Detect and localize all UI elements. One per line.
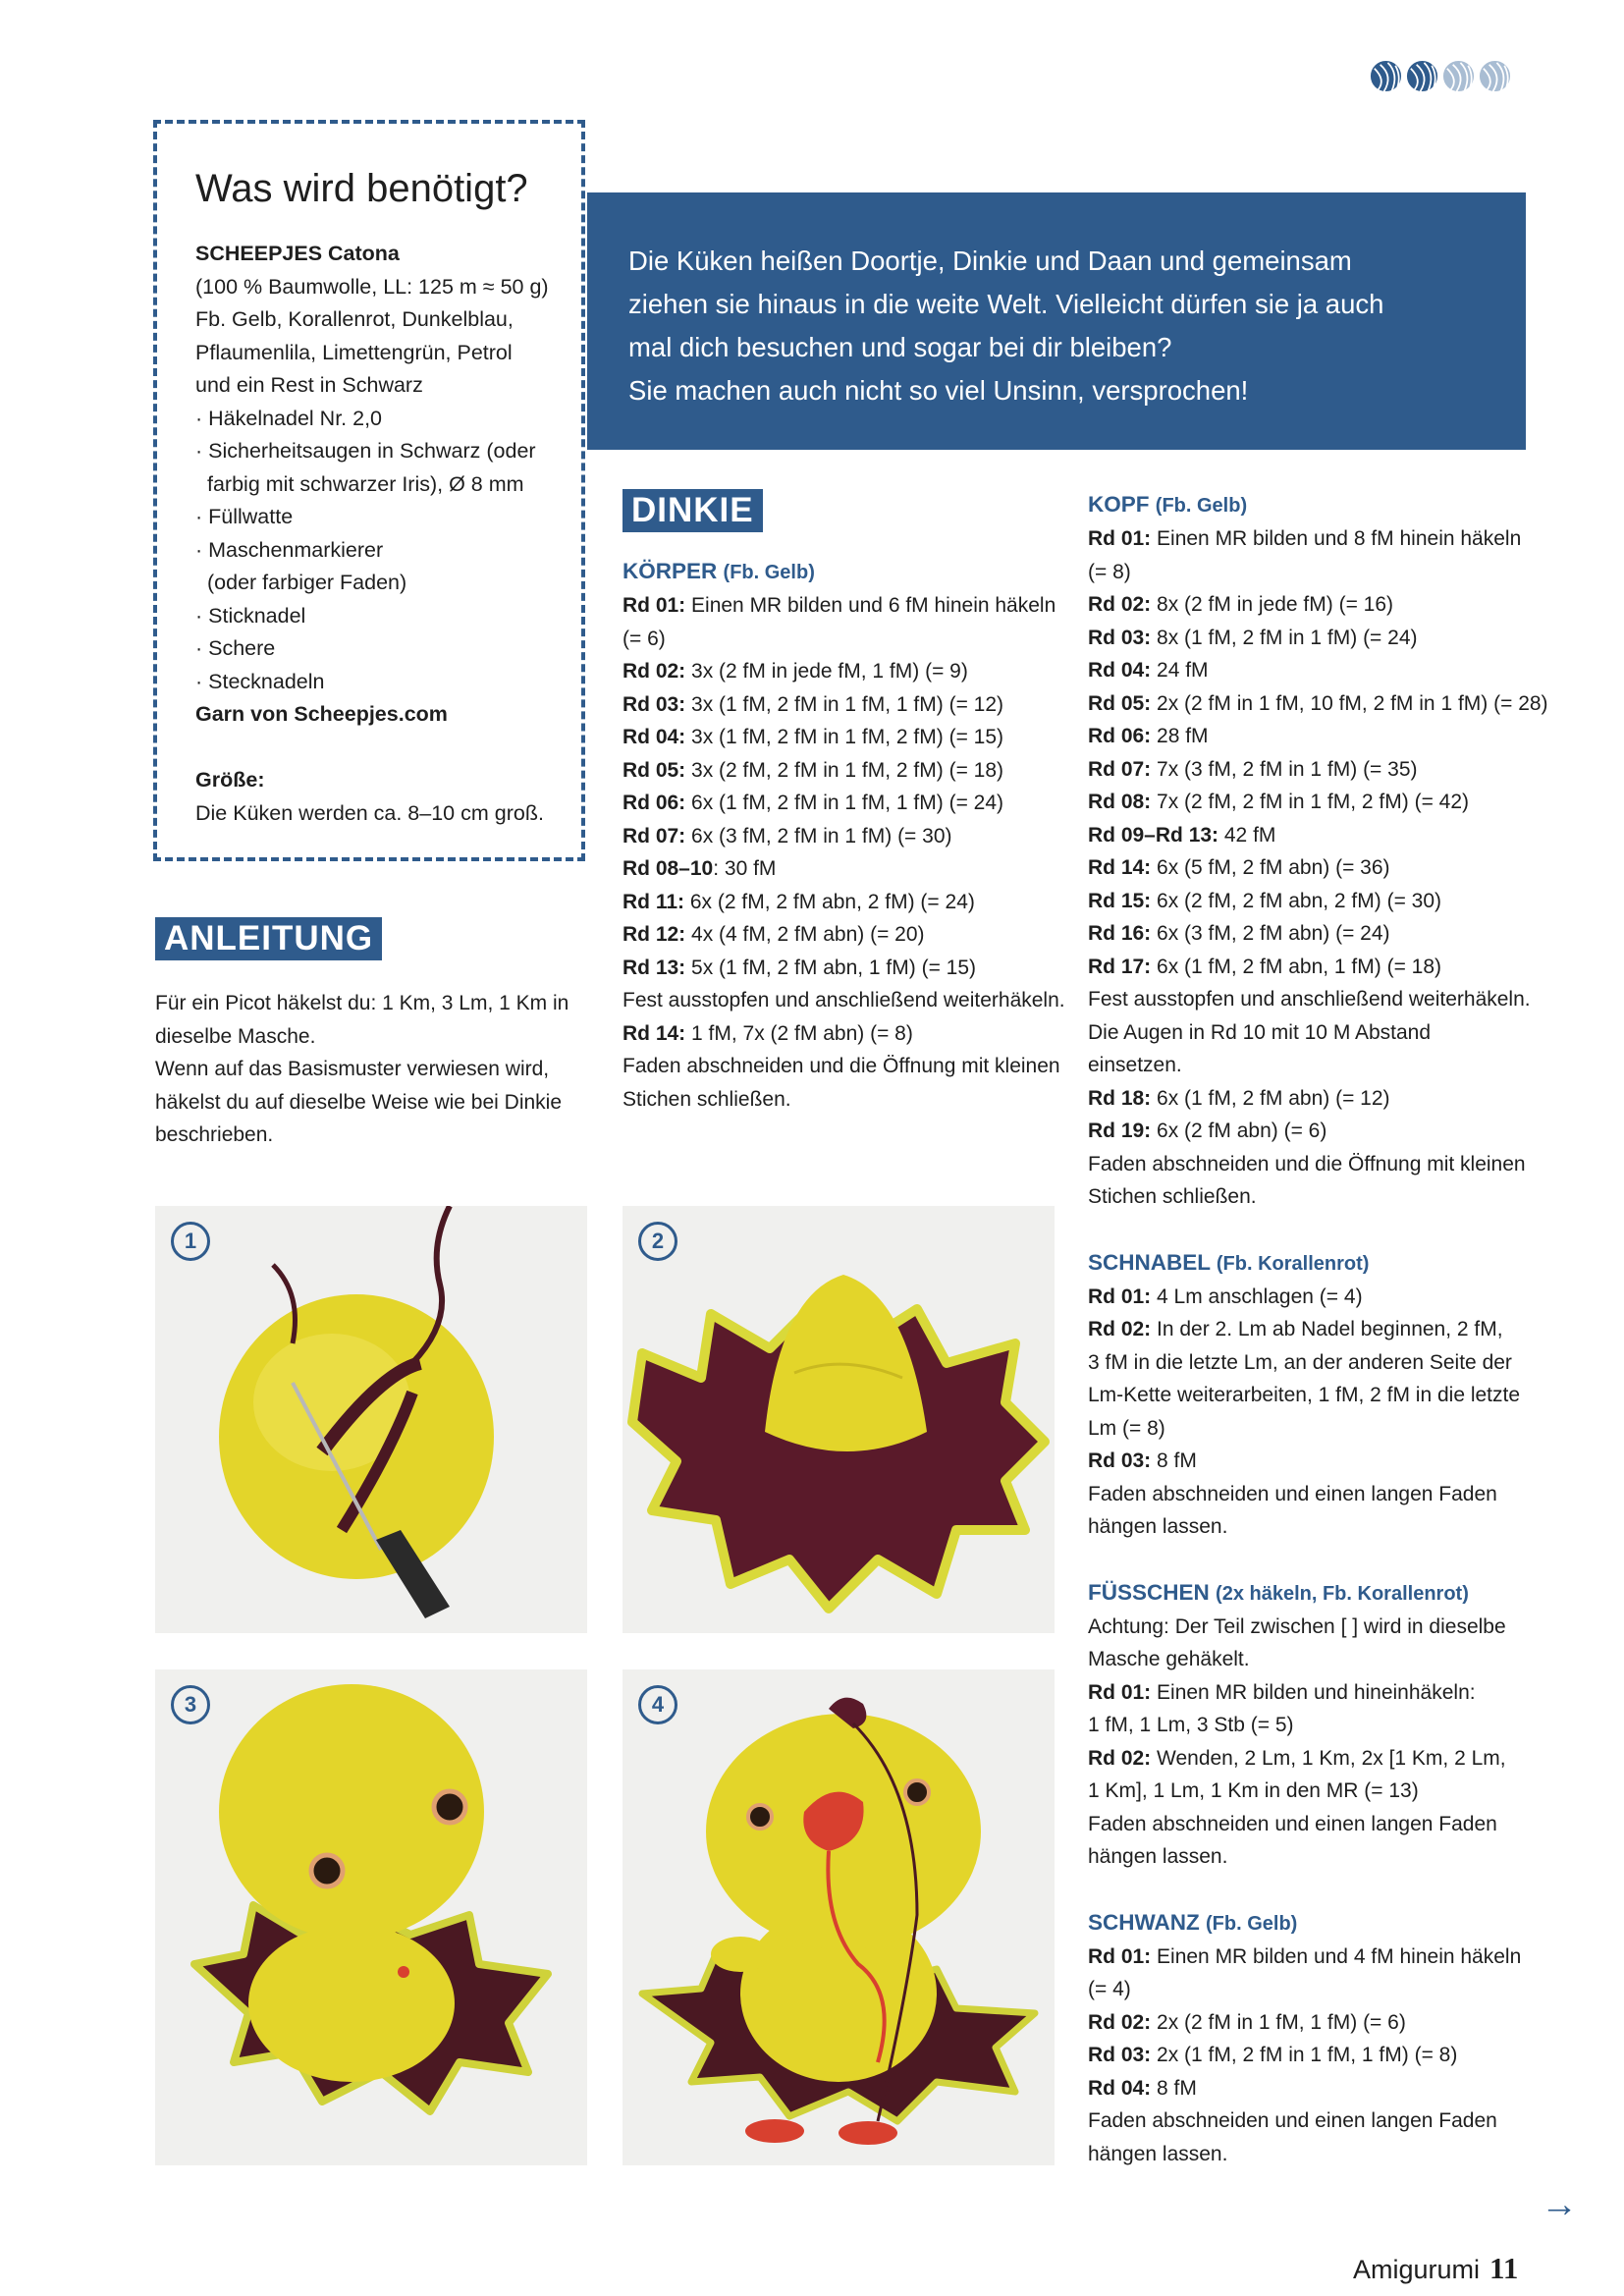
materials-line: (100 % Baumwolle, LL: 125 m ≈ 50 g) [195, 274, 549, 299]
instruction-row [1088, 1115, 1526, 1148]
row-text: In der 2. Lm ab Nadel beginnen, 2 fM, [1151, 1318, 1503, 1340]
row-label: Rd 19: [1088, 1120, 1152, 1142]
row-label: Rd 01: [1088, 1285, 1152, 1308]
instruction-row [1088, 1379, 1526, 1412]
instruction-row [1088, 1445, 1526, 1478]
page-footer [1353, 2251, 1518, 2286]
row-text: 4x (4 fM, 2 fM abn) (= 20) [685, 923, 925, 946]
row-label: Rd 08: [1088, 791, 1152, 813]
row-label: Rd 09–Rd 13: [1088, 823, 1219, 847]
intro-line: mal dich besuchen und sogar bei dir bleiben? [628, 332, 1172, 362]
intro-line: ziehen sie hinaus in die weite Welt. Vielleicht dürfen sie ja auch [628, 289, 1384, 319]
anleitung-line: dieselbe Masche. [155, 1024, 316, 1048]
fuesschen-color: (2x häkeln, Fb. Korallenrot) [1216, 1582, 1469, 1605]
photo-step-3 [155, 1669, 587, 2165]
instruction-row [1088, 1412, 1526, 1446]
row-text: 8x (1 fM, 2 fM in 1 fM) (= 24) [1151, 626, 1418, 649]
koerper-heading [623, 555, 1074, 589]
instruction-row [623, 721, 1074, 754]
row-text: 5x (1 fM, 2 fM abn, 1 fM) (= 15) [685, 956, 977, 979]
instruction-row [1088, 2006, 1526, 2040]
instruction-row [1088, 556, 1526, 589]
instruction-row [1088, 2072, 1526, 2105]
row-label: Rd 01: [1088, 1944, 1152, 1968]
instruction-row [1088, 917, 1526, 951]
row-text: Einen MR bilden und hineinhäkeln: [1151, 1680, 1476, 1704]
instruction-row [1088, 522, 1526, 556]
instruction-row [1088, 1313, 1526, 1346]
row-text: 3x (1 fM, 2 fM in 1 fM, 1 fM) (= 12) [685, 692, 1004, 716]
photo-step-2-illustration [623, 1206, 1055, 1633]
row-label: Rd 02: [1088, 1318, 1152, 1340]
materials-line: Fb. Gelb, Korallenrot, Dunkelblau, [195, 307, 514, 331]
tool-item: · Sicherheitsaugen in Schwarz (oder [195, 439, 536, 463]
yarn-ball-icon [1441, 59, 1476, 93]
row-text: 7x (2 fM, 2 fM in 1 fM, 2 fM) (= 42) [1151, 791, 1470, 813]
row-text: 3x (2 fM, 2 fM in 1 fM, 2 fM) (= 18) [685, 758, 1004, 782]
tool-item: farbig mit schwarzer Iris), Ø 8 mm [207, 471, 524, 496]
row-label: Rd 17: [1088, 955, 1152, 978]
row-label: Rd 06: [1088, 725, 1152, 747]
photo-step-3-illustration [155, 1669, 587, 2165]
tool-item: · Füllwatte [195, 505, 294, 528]
row-label: Rd 07: [623, 824, 686, 847]
row-text: 8 fM [1151, 1449, 1197, 1472]
photo-step-2 [623, 1206, 1055, 1633]
anleitung-heading: ANLEITUNG [155, 917, 382, 960]
row-text: Faden abschneiden und die Öffnung mit kleinen [1088, 1152, 1526, 1175]
row-text: 4 Lm anschlagen (= 4) [1151, 1285, 1363, 1308]
row-text: (= 4) [1088, 1978, 1131, 2000]
instruction-row [1088, 1281, 1526, 1314]
instruction-row [623, 852, 1074, 886]
instruction-row [1088, 951, 1526, 984]
anleitung-line: häkelst du auf dieselbe Weise wie bei Dinkie [155, 1090, 563, 1114]
row-label: Rd 02: [1088, 1746, 1152, 1770]
intro-line: Sie machen auch nicht so viel Unsinn, versprochen! [628, 375, 1249, 406]
instruction-row [623, 623, 1074, 656]
row-label: Rd 16: [1088, 922, 1152, 945]
schwanz-rows [1088, 1941, 1526, 2171]
row-label: Rd 02: [1088, 593, 1152, 616]
step-number-4: 4 [638, 1685, 677, 1724]
row-text: Fest ausstopfen und anschließend weiterhäkeln. [623, 989, 1065, 1011]
schnabel-heading [1088, 1246, 1526, 1281]
row-text: 1 fM, 7x (2 fM abn) (= 8) [685, 1021, 913, 1045]
row-text: 6x (2 fM, 2 fM abn, 2 fM) (= 30) [1151, 889, 1442, 912]
tool-item: · Stecknadeln [195, 669, 325, 693]
row-label: Rd 01: [623, 594, 686, 617]
tool-item: · Maschenmarkierer [195, 537, 384, 562]
instruction-row [623, 589, 1074, 623]
instruction-row [1088, 1016, 1526, 1050]
row-text: Masche gehäkelt. [1088, 1648, 1250, 1670]
instruction-row [1088, 1643, 1526, 1676]
right-column [1088, 488, 1548, 2170]
instruction-row [1088, 1941, 1526, 1974]
row-text: 3x (1 fM, 2 fM in 1 fM, 2 fM) (= 15) [685, 726, 1004, 748]
schwanz-title: SCHWANZ [1088, 1909, 1200, 1935]
instruction-row [1088, 1148, 1526, 1181]
row-text: 3 fM in die letzte Lm, an der anderen Seite der [1088, 1350, 1512, 1374]
instruction-row [623, 754, 1074, 788]
materials-line: Pflaumenlila, Limettengrün, Petrol [195, 340, 513, 364]
row-label: Rd 01: [1088, 527, 1152, 550]
koerper-title: KÖRPER [623, 559, 718, 583]
row-text: Die Augen in Rd 10 mit 10 M Abstand [1088, 1020, 1432, 1044]
photo-step-1-illustration [155, 1206, 587, 1633]
step-number-3: 3 [171, 1685, 210, 1724]
instruction-row [1088, 753, 1526, 787]
instruction-row [1088, 851, 1526, 885]
schnabel-rows [1088, 1281, 1526, 1544]
materials-line: und ein Rest in Schwarz [195, 373, 423, 397]
instruction-row [1088, 1742, 1526, 1776]
row-text: 42 fM [1218, 823, 1276, 847]
row-label: Rd 02: [1088, 2010, 1152, 2034]
instruction-row [623, 1083, 1074, 1117]
yarn-ball-icon [1369, 59, 1403, 93]
anleitung-text [155, 987, 587, 1152]
anleitung-line: beschrieben. [155, 1123, 274, 1146]
schnabel-section [1088, 1246, 1526, 1544]
yarn-source: Garn von Scheepjes.com [195, 702, 448, 726]
row-text: 2x (2 fM in 1 fM, 10 fM, 2 fM in 1 fM) (= 28) [1151, 691, 1548, 715]
step-number-2: 2 [638, 1222, 677, 1261]
row-label: Rd 03: [1088, 1449, 1152, 1472]
yarn-name: SCHEEPJES Catona [195, 242, 400, 265]
step-number-1: 1 [171, 1222, 210, 1261]
instruction-row [623, 1050, 1074, 1083]
instruction-row [1088, 1611, 1526, 1644]
instruction-row [623, 918, 1074, 952]
kopf-title: KOPF [1088, 492, 1150, 517]
instruction-row [1088, 1973, 1526, 2006]
fuesschen-section [1088, 1576, 1526, 1874]
row-label: Rd 18: [1088, 1086, 1152, 1110]
instruction-row [1088, 983, 1531, 1016]
anleitung-line: Für ein Picot häkelst du: 1 Km, 3 Lm, 1 Km in [155, 992, 569, 1014]
row-label: Rd 02: [623, 660, 686, 683]
row-text: hängen lassen. [1088, 2142, 1228, 2165]
page-number: 11 [1489, 2251, 1519, 2285]
row-text: Stichen schließen. [623, 1087, 791, 1111]
row-text: hängen lassen. [1088, 1845, 1228, 1868]
instruction-row [1088, 687, 1548, 721]
instruction-row [623, 655, 1074, 688]
fuesschen-title: FÜSSCHEN [1088, 1579, 1210, 1605]
row-text: 6x (2 fM, 2 fM abn, 2 fM) (= 24) [684, 890, 975, 913]
photo-step-4 [623, 1669, 1055, 2165]
instruction-row [1088, 1510, 1526, 1544]
magazine-title: Amigurumi [1353, 2255, 1481, 2284]
instruction-row [1088, 786, 1526, 819]
instruction-row [1088, 1082, 1526, 1116]
schwanz-section [1088, 1906, 1526, 2171]
row-text: Einen MR bilden und 6 fM hinein häkeln [685, 594, 1056, 617]
row-label: Rd 04: [1088, 2076, 1152, 2100]
instruction-row [1088, 1049, 1526, 1082]
intro-line: Die Küken heißen Doortje, Dinkie und Daan und gemeinsam [628, 246, 1352, 276]
row-text: : 30 fM [713, 857, 777, 880]
row-text: Einen MR bilden und 8 fM hinein häkeln [1151, 527, 1522, 550]
koerper-color: (Fb. Gelb) [723, 562, 815, 583]
row-label: Rd 03: [623, 692, 686, 716]
instruction-row [1088, 588, 1526, 622]
size-text: Die Küken werden ca. 8–10 cm groß. [195, 800, 544, 825]
row-label: Rd 14: [623, 1021, 686, 1045]
row-label: Rd 05: [1088, 691, 1152, 715]
row-text: hängen lassen. [1088, 1515, 1228, 1538]
row-text: 28 fM [1151, 725, 1209, 747]
row-text: Wenden, 2 Lm, 1 Km, 2x [1 Km, 2 Lm, [1151, 1746, 1506, 1770]
instruction-row [1088, 622, 1526, 655]
row-text: 2x (2 fM in 1 fM, 1 fM) (= 6) [1151, 2010, 1406, 2034]
instruction-row [1088, 1676, 1526, 1710]
row-label: Rd 12: [623, 923, 686, 946]
fuesschen-rows [1088, 1611, 1526, 1874]
instruction-row [1088, 1840, 1526, 1874]
materials-title: Was wird benötigt? [195, 167, 528, 210]
instruction-row [1088, 720, 1526, 753]
yarn-ball-icon [1478, 59, 1512, 93]
row-text: Faden abschneiden und die Öffnung mit kleinen [623, 1055, 1060, 1077]
instruction-row [1088, 1709, 1526, 1742]
row-text: 8x (2 fM in jede fM) (= 16) [1151, 593, 1394, 616]
row-text: einsetzen. [1088, 1054, 1182, 1076]
intro-text [628, 240, 1512, 412]
schnabel-color: (Fb. Korallenrot) [1216, 1252, 1370, 1275]
row-label: Rd 03: [1088, 626, 1152, 649]
kopf-section [1088, 488, 1548, 1214]
photo-step-1 [155, 1206, 587, 1633]
row-label: Rd 11: [623, 890, 685, 913]
instruction-row [623, 820, 1074, 853]
row-text: Faden abschneiden und einen langen Faden [1088, 1812, 1497, 1835]
anleitung-line: Wenn auf das Basismuster verwiesen wird, [155, 1058, 550, 1080]
row-label: Rd 04: [1088, 659, 1152, 682]
instruction-row [1088, 2039, 1526, 2072]
row-text: 3x (2 fM in jede fM, 1 fM) (= 9) [685, 660, 968, 683]
row-text: Stichen schließen. [1088, 1185, 1257, 1208]
row-text: Faden abschneiden und einen langen Faden [1088, 1482, 1497, 1505]
materials-list [195, 238, 578, 830]
row-text: 6x (1 fM, 2 fM abn) (= 12) [1151, 1086, 1390, 1110]
tool-item: · Häkelnadel Nr. 2,0 [195, 406, 383, 430]
row-label: Rd 03: [1088, 2044, 1152, 2066]
instruction-row [623, 886, 1074, 919]
fuesschen-heading [1088, 1576, 1526, 1611]
instruction-row [623, 984, 1074, 1017]
row-label: Rd 06: [623, 792, 686, 814]
koerper-rows [623, 589, 1074, 1116]
row-label: Rd 04: [623, 726, 686, 748]
photo-step-4-illustration [623, 1669, 1055, 2165]
row-text: 6x (3 fM, 2 fM abn) (= 24) [1151, 922, 1390, 945]
row-text: 24 fM [1151, 659, 1209, 682]
instruction-row [623, 952, 1074, 985]
row-text: Achtung: Der Teil zwischen [ ] wird in dieselbe [1088, 1614, 1506, 1638]
instruction-row [1088, 1478, 1526, 1511]
instruction-row [1088, 1346, 1526, 1380]
kopf-color: (Fb. Gelb) [1155, 495, 1248, 517]
row-label: Rd 01: [1088, 1680, 1152, 1704]
size-label: Größe: [195, 768, 265, 792]
row-text: Lm-Kette weiterarbeiten, 1 fM, 2 fM in die letzte [1088, 1384, 1521, 1406]
row-label: Rd 08–10 [623, 857, 714, 880]
row-text: 6x (1 fM, 2 fM in 1 fM, 1 fM) (= 24) [685, 792, 1004, 814]
row-text: 2x (1 fM, 2 fM in 1 fM, 1 fM) (= 8) [1151, 2044, 1458, 2066]
row-text: 6x (1 fM, 2 fM abn, 1 fM) (= 18) [1151, 955, 1442, 978]
row-label: Rd 07: [1088, 757, 1152, 781]
instruction-row [1088, 885, 1526, 918]
schnabel-title: SCHNABEL [1088, 1249, 1211, 1275]
tool-item: · Sticknadel [195, 603, 306, 628]
row-label: Rd 13: [623, 956, 686, 979]
yarn-ball-icon [1405, 59, 1439, 93]
instruction-row [623, 688, 1074, 722]
row-text: 8 fM [1151, 2076, 1197, 2100]
instruction-row [1088, 1180, 1526, 1214]
instruction-row [1088, 2105, 1526, 2138]
row-text: (= 8) [1088, 560, 1131, 583]
row-text: 6x (3 fM, 2 fM in 1 fM) (= 30) [685, 824, 952, 847]
instruction-row [623, 1017, 1074, 1051]
instruction-row [1088, 1775, 1526, 1808]
row-text: 1 Km], 1 Lm, 1 Km in den MR (= 13) [1088, 1779, 1419, 1802]
tool-item: (oder farbiger Faden) [207, 571, 407, 594]
row-label: Rd 05: [623, 758, 686, 782]
row-text: Faden abschneiden und einen langen Faden [1088, 2109, 1497, 2132]
instruction-row [1088, 819, 1526, 852]
row-text: 6x (2 fM abn) (= 6) [1151, 1120, 1327, 1142]
schwanz-color: (Fb. Gelb) [1206, 1912, 1298, 1935]
row-text: 7x (3 fM, 2 fM in 1 fM) (= 35) [1151, 757, 1418, 781]
row-text: 6x (5 fM, 2 fM abn) (= 36) [1151, 856, 1390, 879]
row-text: Fest ausstopfen und anschließend weiterhäkeln. [1088, 988, 1531, 1011]
instruction-row [1088, 1808, 1526, 1841]
row-label: Rd 14: [1088, 856, 1152, 879]
instruction-row [1088, 654, 1526, 687]
kopf-rows [1088, 522, 1548, 1214]
dinkie-heading: DINKIE [623, 489, 763, 532]
row-text: Einen MR bilden und 4 fM hinein häkeln [1151, 1944, 1522, 1968]
tool-item: · Schere [195, 636, 276, 660]
next-page-arrow-icon[interactable]: → [1541, 2184, 1578, 2225]
instruction-row [623, 787, 1074, 820]
row-text: (= 6) [623, 627, 666, 650]
row-label: Rd 15: [1088, 889, 1152, 912]
instruction-row [1088, 2138, 1526, 2171]
difficulty-indicator [1369, 59, 1512, 93]
koerper-section [623, 555, 1074, 1116]
schwanz-heading [1088, 1906, 1526, 1941]
kopf-heading [1088, 488, 1526, 522]
row-text: 1 fM, 1 Lm, 3 Stb (= 5) [1088, 1714, 1294, 1736]
row-text: Lm (= 8) [1088, 1416, 1165, 1440]
